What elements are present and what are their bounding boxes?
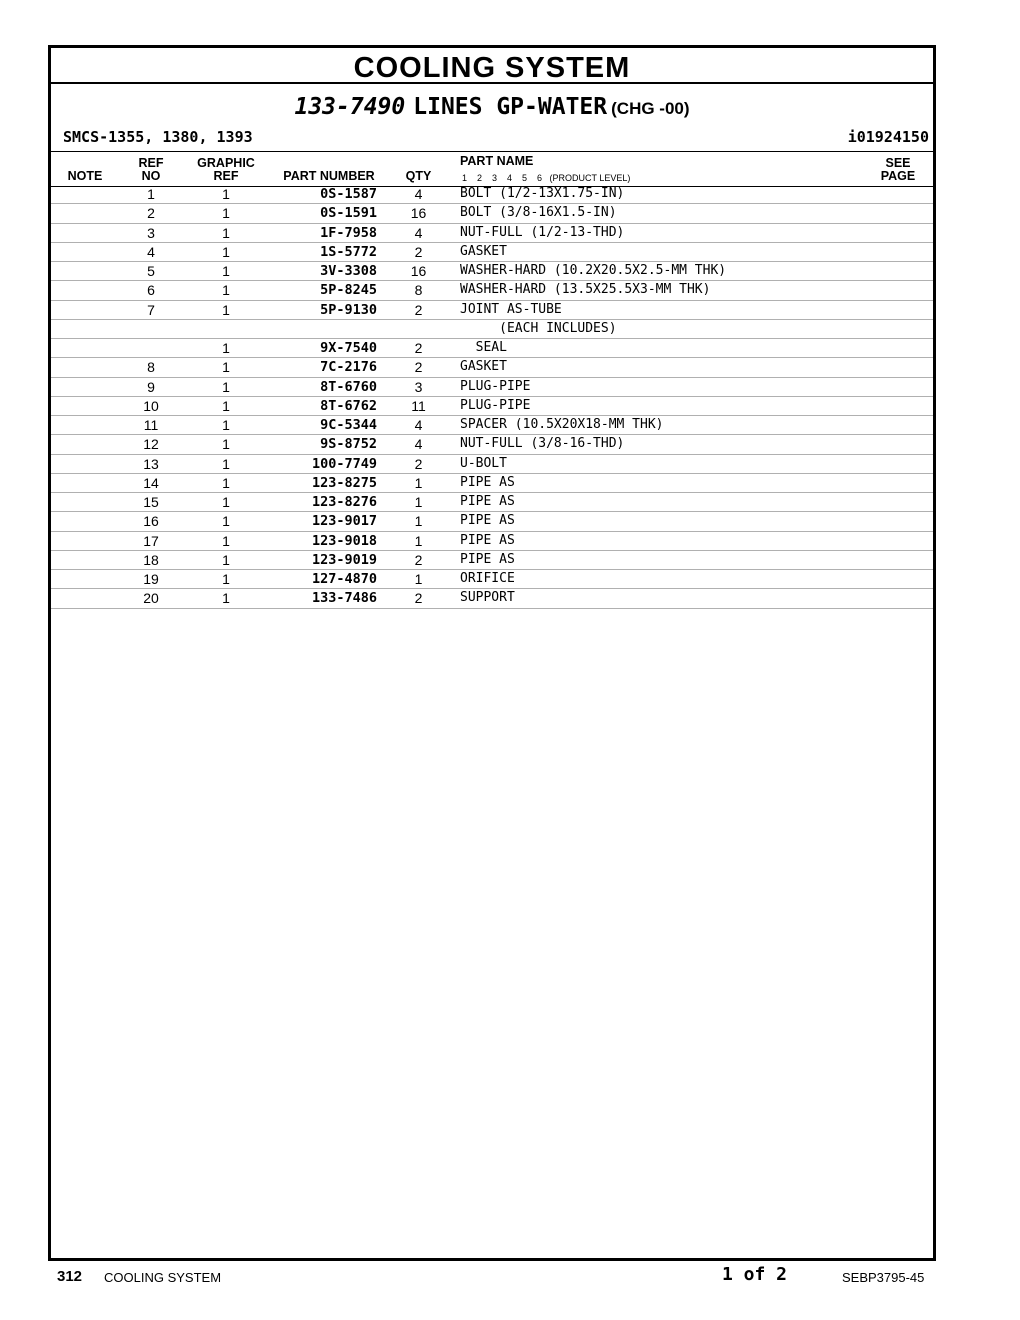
ref-no-cell: 15 bbox=[143, 494, 159, 510]
ref-no-cell: 12 bbox=[143, 436, 159, 453]
graphic-ref-cell: 1 bbox=[222, 571, 230, 587]
parts-list bbox=[51, 185, 933, 609]
ref-no-cell: 9 bbox=[147, 378, 155, 395]
footer-page-number: 312 bbox=[57, 1268, 83, 1285]
ref-no-cell: 5 bbox=[147, 263, 155, 279]
table-row bbox=[51, 455, 933, 474]
group-change-level: (CHG -00) bbox=[611, 99, 690, 118]
table-row bbox=[51, 339, 933, 358]
table-row bbox=[51, 243, 933, 262]
part-name-cell: SEAL bbox=[460, 340, 507, 355]
part-name-cell: NUT-FULL (3/8-16-THD) bbox=[460, 436, 625, 452]
part-name-cell: (EACH INCLUDES) bbox=[460, 320, 617, 336]
part-name-cell: BOLT (3/8-16X1.5-IN) bbox=[460, 205, 617, 221]
part-number-cell: 5P-8245 bbox=[320, 282, 377, 299]
part-name-cell: U-BOLT bbox=[460, 455, 507, 471]
part-name-cell: SUPPORT bbox=[460, 590, 515, 606]
qty-cell: 2 bbox=[414, 301, 423, 318]
graphic-ref-cell: 1 bbox=[222, 340, 230, 356]
table-row bbox=[51, 301, 933, 320]
table-row bbox=[51, 493, 933, 512]
footer-publication-id: SEBP3795-45 bbox=[842, 1270, 925, 1285]
part-name-cell: WASHER-HARD (10.2X20.5X2.5-MM THK) bbox=[460, 263, 727, 278]
qty-cell: 16 bbox=[410, 263, 427, 279]
table-row bbox=[51, 320, 933, 339]
part-number-cell: 9X-7540 bbox=[320, 340, 377, 356]
qty-cell: 11 bbox=[411, 397, 426, 414]
part-name-cell: BOLT (1/2-13X1.75-IN) bbox=[460, 186, 625, 201]
part-number-cell: 1F-7958 bbox=[320, 224, 377, 241]
part-number-cell: 123-8276 bbox=[311, 494, 377, 510]
part-number-cell: 100-7749 bbox=[311, 455, 377, 472]
ref-no-cell: 13 bbox=[143, 455, 159, 472]
header-graphic-top: GRAPHIC bbox=[197, 156, 255, 170]
graphic-ref-cell: 1 bbox=[222, 301, 230, 318]
header-qty: QTY bbox=[405, 169, 432, 183]
part-number-cell: 1S-5772 bbox=[320, 243, 377, 260]
header-see-top: SEE bbox=[885, 156, 911, 170]
ref-no-cell: 20 bbox=[143, 590, 159, 607]
table-header bbox=[51, 151, 933, 187]
ref-no-cell: 14 bbox=[143, 474, 159, 491]
qty-cell: 2 bbox=[414, 551, 423, 568]
ref-no-cell: 1 bbox=[147, 186, 155, 202]
group-name: LINES GP-WATER bbox=[413, 94, 608, 120]
graphic-ref-cell: 1 bbox=[222, 532, 230, 549]
ref-no-cell: 3 bbox=[147, 224, 155, 241]
part-number-cell: 123-8275 bbox=[311, 474, 377, 491]
graphic-ref-cell: 1 bbox=[222, 494, 230, 510]
part-number-cell: 0S-1587 bbox=[320, 186, 377, 202]
part-number-cell: 9C-5344 bbox=[320, 417, 377, 433]
ref-no-cell: 6 bbox=[147, 282, 155, 299]
ref-no-cell: 19 bbox=[143, 571, 159, 587]
part-number-cell: 8T-6760 bbox=[320, 378, 377, 395]
part-number-cell: 123-9018 bbox=[311, 532, 377, 549]
graphic-ref-cell: 1 bbox=[222, 455, 230, 472]
table-row bbox=[51, 358, 933, 377]
ref-no-cell: 7 bbox=[147, 301, 155, 318]
qty-cell: 4 bbox=[414, 436, 423, 453]
ref-no-cell: 16 bbox=[143, 513, 159, 530]
part-number-cell: 123-9019 bbox=[311, 551, 377, 568]
part-name-cell: GASKET bbox=[460, 243, 507, 259]
part-number-cell: 133-7486 bbox=[311, 590, 377, 607]
ref-no-cell: 4 bbox=[147, 243, 155, 260]
group-heading bbox=[51, 92, 933, 125]
part-number-cell: 5P-9130 bbox=[320, 301, 377, 318]
graphic-ref-cell: 1 bbox=[222, 397, 230, 414]
part-name-cell: PIPE AS bbox=[460, 494, 515, 509]
part-number-cell: 9S-8752 bbox=[320, 436, 377, 453]
table-row bbox=[51, 397, 933, 416]
table-row bbox=[51, 262, 933, 281]
qty-cell: 1 bbox=[414, 513, 423, 530]
parts-page-frame bbox=[48, 45, 936, 1261]
graphic-ref-cell: 1 bbox=[222, 417, 230, 433]
header-part-name: PART NAME bbox=[460, 154, 534, 168]
header-see-bottom: PAGE bbox=[880, 169, 916, 183]
part-number-cell: 123-9017 bbox=[311, 513, 377, 530]
part-number-cell: 3V-3308 bbox=[320, 263, 377, 279]
graphic-ref-cell: 1 bbox=[222, 243, 230, 260]
part-name-cell: PLUG-PIPE bbox=[460, 397, 531, 413]
qty-cell: 2 bbox=[414, 359, 423, 376]
graphic-ref-cell: 1 bbox=[222, 590, 230, 607]
ref-no-cell: 18 bbox=[143, 551, 159, 568]
part-name-cell: SPACER (10.5X20X18-MM THK) bbox=[460, 417, 664, 432]
qty-cell: 4 bbox=[414, 224, 423, 241]
header-ref-bottom: NO bbox=[141, 169, 161, 183]
graphic-ref-cell: 1 bbox=[222, 224, 230, 241]
section-title: COOLING SYSTEM bbox=[51, 48, 933, 84]
graphic-ref-cell: 1 bbox=[222, 513, 230, 530]
qty-cell: 3 bbox=[414, 378, 423, 395]
table-row bbox=[51, 416, 933, 435]
qty-cell: 2 bbox=[414, 590, 423, 607]
smcs-codes: SMCS-1355, 1380, 1393 bbox=[63, 128, 253, 146]
part-number-cell: 8T-6762 bbox=[320, 397, 377, 414]
table-row bbox=[51, 185, 933, 204]
part-name-cell: NUT-FULL (1/2-13-THD) bbox=[460, 224, 625, 240]
document-id: i01924150 bbox=[847, 128, 929, 146]
table-row bbox=[51, 224, 933, 243]
table-row bbox=[51, 204, 933, 223]
graphic-ref-cell: 1 bbox=[222, 551, 230, 568]
table-row bbox=[51, 474, 933, 493]
graphic-ref-cell: 1 bbox=[222, 474, 230, 491]
group-part-number: 133-7490 bbox=[294, 94, 406, 120]
graphic-ref-cell: 1 bbox=[222, 186, 230, 202]
part-name-cell: ORIFICE bbox=[460, 571, 515, 586]
header-ref-top: REF bbox=[138, 156, 164, 170]
table-row bbox=[51, 589, 933, 608]
qty-cell: 1 bbox=[414, 571, 423, 587]
table-row bbox=[51, 281, 933, 300]
graphic-ref-cell: 1 bbox=[222, 263, 230, 279]
part-name-cell: PIPE AS bbox=[460, 551, 515, 567]
header-product-levels: 1 2 3 4 5 6 (PRODUCT LEVEL) bbox=[462, 173, 631, 183]
table-row bbox=[51, 570, 933, 589]
part-name-cell: PIPE AS bbox=[460, 532, 515, 548]
table-row bbox=[51, 378, 933, 397]
graphic-ref-cell: 1 bbox=[222, 282, 230, 299]
footer-page-of: 1 of 2 bbox=[722, 1264, 788, 1285]
qty-cell: 2 bbox=[414, 340, 423, 356]
footer-section: COOLING SYSTEM bbox=[104, 1270, 222, 1285]
page-footer bbox=[0, 1262, 1020, 1292]
graphic-ref-cell: 1 bbox=[222, 436, 230, 453]
part-name-cell: WASHER-HARD (13.5X25.5X3-MM THK) bbox=[460, 282, 711, 298]
ref-no-cell: 10 bbox=[143, 397, 159, 414]
part-name-cell: PIPE AS bbox=[460, 513, 515, 529]
ref-no-cell: 8 bbox=[147, 359, 155, 376]
graphic-ref-cell: 1 bbox=[222, 378, 230, 395]
part-name-cell: PIPE AS bbox=[460, 474, 515, 490]
part-name-cell: PLUG-PIPE bbox=[460, 378, 531, 394]
qty-cell: 8 bbox=[414, 282, 423, 299]
qty-cell: 2 bbox=[414, 455, 423, 472]
part-name-cell: JOINT AS-TUBE bbox=[460, 301, 562, 317]
ref-no-cell: 17 bbox=[143, 532, 159, 549]
qty-cell: 16 bbox=[410, 205, 427, 222]
part-name-cell: GASKET bbox=[460, 359, 507, 375]
qty-cell: 1 bbox=[414, 494, 423, 510]
table-row bbox=[51, 551, 933, 570]
table-row bbox=[51, 532, 933, 551]
qty-cell: 4 bbox=[414, 417, 423, 433]
ref-no-cell: 2 bbox=[147, 205, 155, 222]
part-number-cell: 0S-1591 bbox=[320, 205, 377, 222]
table-row bbox=[51, 435, 933, 454]
graphic-ref-cell: 1 bbox=[222, 205, 230, 222]
header-note: NOTE bbox=[67, 169, 103, 183]
header-graphic-bottom: REF bbox=[213, 169, 239, 183]
qty-cell: 1 bbox=[414, 532, 423, 549]
part-number-cell: 7C-2176 bbox=[320, 359, 377, 376]
part-number-cell: 127-4870 bbox=[311, 571, 377, 587]
graphic-ref-cell: 1 bbox=[222, 359, 230, 376]
table-row bbox=[51, 512, 933, 531]
ref-no-cell: 11 bbox=[143, 417, 159, 433]
qty-cell: 1 bbox=[414, 474, 423, 491]
header-part-number: PART NUMBER bbox=[283, 169, 375, 183]
qty-cell: 2 bbox=[414, 243, 423, 260]
qty-cell: 4 bbox=[414, 186, 423, 202]
